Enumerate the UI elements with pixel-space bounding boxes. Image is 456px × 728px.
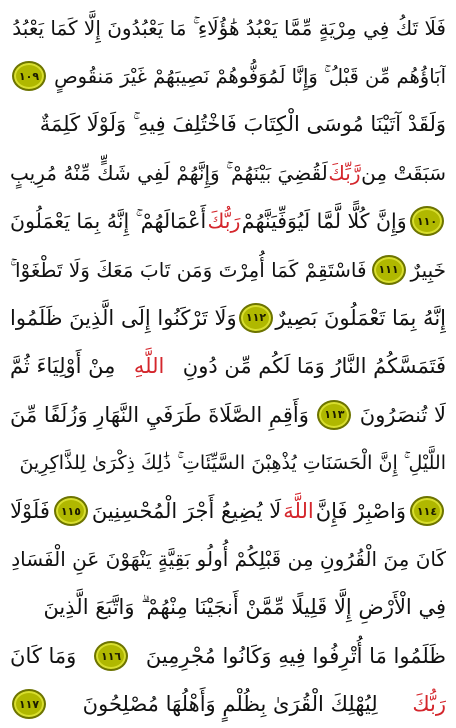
verse-text: آبَاؤُهُم مِّن قَبْلُ ۚ وَإِنَّا لَمُوَفُّوهُمْ نَصِيبَهُمْ غَيْرَ مَنقُوصٍ [54,64,446,88]
divine-name-word: رَبُّكَ [207,209,241,234]
ayah-number-marker: ١١٢ [239,303,273,333]
text-line [10,342,446,390]
text-line [10,149,446,197]
verse-text: وَمَا كَانَ [10,644,77,668]
verse-text: ظَلَمُوا مَا أُتْرِفُوا فِيهِ وَكَانُوا مُجْرِمِينَ [145,644,446,668]
verse-text: وَأَقِمِ الصَّلَاةَ طَرَفَيِ النَّهَارِ وَزُلَفًا مِّنَ [10,402,309,427]
ayah-number-marker: ١١٦ [94,641,128,671]
text-line [10,535,446,583]
ayah-number-marker: ١١٤ [410,496,444,526]
divine-name-word: رَبُّكَ [412,692,446,717]
ayah-number-marker: ١١١ [372,255,406,285]
ayah-number-marker: ١١٧ [12,689,46,719]
ayah-number-marker: ١١٣ [317,400,351,430]
text-line [10,101,446,149]
verse-text: وَلَا تَرْكَنُوا إِلَى الَّذِينَ ظَلَمُوا [10,305,237,330]
verse-text: مِنْ أَوْلِيَاءَ ثُمَّ [10,354,116,379]
verse-text: فَلَا تَكُ فِي مِرْيَةٍ مِّمَّا يَعْبُدُ هَٰؤُلَاءِ ۚ مَا يَعْبُدُونَ إِلَّا كَمَا يَعْبُدُ [12,16,446,41]
ayah-number-marker: ١١٠ [410,206,444,236]
verse-text: وَاصْبِرْ فَإِنَّ [315,499,406,524]
text-line [10,487,446,535]
verse-text: اللَّيْلِ ۚ إِنَّ الْحَسَنَاتِ يُذْهِبْنَ السَّيِّئَاتِ ۚ ذَٰلِكَ ذِكْرَىٰ لِلذَّاكِرِينَ [19,451,446,474]
divine-name-word: اللَّهِ [133,354,165,379]
verse-text: إِنَّهُ بِمَا تَعْمَلُونَ بَصِيرٌ [275,305,446,330]
verse-text: وَلَقَدْ آتَيْنَا مُوسَى الْكِتَابَ فَاخْتُلِفَ فِيهِ ۚ وَلَوْلَا كَلِمَةٌ [39,112,446,137]
text-line [10,680,446,728]
verse-text: وَإِنَّ كُلًّا لَّمَّا لَيُوَفِّيَنَّهُمْ [241,209,407,234]
text-line [10,294,446,342]
divine-name-word: اللَّهَ [283,499,314,524]
verse-text: خَبِيرٌ [410,257,446,282]
divine-name-word: رَّبِّكَ [328,161,361,186]
verse-text: فَاسْتَقِمْ كَمَا أُمِرْتَ وَمَن تَابَ مَعَكَ وَلَا تَطْغَوْا ۚ [10,257,367,282]
text-line [10,390,446,438]
verse-text: فَتَمَسَّكُمُ النَّارُ وَمَا لَكُم مِّن دُونِ [182,354,446,379]
text-line [10,584,446,632]
text-line [10,439,446,487]
text-line [10,245,446,293]
verse-text: لَقُضِيَ بَيْنَهُمْ ۚ وَإِنَّهُمْ لَفِي شَكٍّ مِّنْهُ مُرِيبٍ [10,161,328,186]
verse-text: لَا يُضِيعُ أَجْرَ الْمُحْسِنِينَ [91,499,282,524]
verse-text: أَعْمَالَهُمْ ۚ إِنَّهُ بِمَا يَعْمَلُونَ [10,208,207,233]
verse-text: لَا تُنصَرُونَ [359,402,446,427]
text-line [10,197,446,245]
text-line [10,632,446,680]
verse-text: فَلَوْلَا [10,499,50,524]
verse-text: لِيُهْلِكَ الْقُرَىٰ بِظُلْمٍ وَأَهْلُهَا مُصْلِحُونَ [82,692,378,717]
verse-text: كَانَ مِنَ الْقُرُونِ مِن قَبْلِكُمْ أُولُو بَقِيَّةٍ يَنْهَوْنَ عَنِ الْفَسَادِ [11,547,446,572]
verse-text: فِي الْأَرْضِ إِلَّا قَلِيلًا مِّمَّنْ أَنجَيْنَا مِنْهُمْ ۗ وَاتَّبَعَ الَّذِينَ [43,595,446,620]
text-line [10,4,446,52]
ayah-number-marker: ١٠٩ [12,61,46,91]
verse-text: سَبَقَتْ مِن [361,161,446,186]
text-line [10,52,446,100]
ayah-number-marker: ١١٥ [54,496,88,526]
